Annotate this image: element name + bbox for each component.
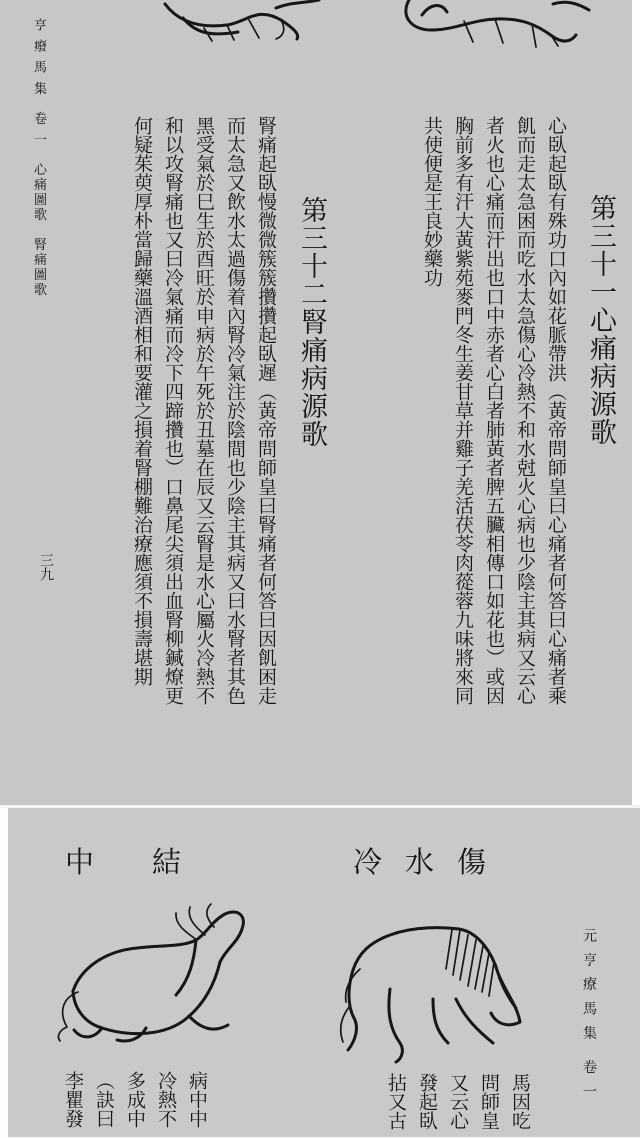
bottom-fragment-6: 病中中 [186, 1071, 208, 1128]
bottom-fragment-1: 馬因吃 [509, 1073, 531, 1130]
section-32-line-2: 而太急又飲水太過傷着內腎冷氣注於陰間也少陰主其病又曰水腎者其色 [224, 116, 246, 705]
section-31-line-3: 者火也心痛而汗出也口中赤者心白者肺黃者脾五臟相傳口如花也）或因 [483, 116, 505, 705]
bottom-fragment-10: 李瞿發 [62, 1071, 84, 1128]
bottom-fragment-8: 多成中 [124, 1071, 146, 1128]
section-31-line-4: 胸前多有汗大黃紫苑麥門冬生姜甘草并雞子羌活茯苓肉蓯蓉九味將來同 [452, 116, 474, 705]
section-31-line-5: 共使便是王良妙藥功 [421, 116, 443, 287]
section-32-line-4: 和以攻腎痛也又曰冷氣痛而冷下四蹄攢也）口鼻尾尖須出血腎柳鍼燎更 [162, 116, 184, 705]
bottom-scanned-page [8, 808, 640, 1137]
bottom-fragment-9: （訣曰 [93, 1071, 115, 1128]
section-31-line-1: 心臥起臥有殊功口內如花脈帶洪（黃帝問師皇曰心痛者何答曰心痛者乘 [545, 116, 567, 705]
section-31-title: 第三十一心痛病源歌 [585, 194, 616, 446]
bottom-fragment-4: 發起臥 [416, 1073, 438, 1130]
section-32-title: 第三十二腎痛病源歌 [296, 196, 327, 448]
bottom-fragment-7: 冷熱不 [155, 1071, 177, 1128]
section-32-line-1: 腎痛起臥慢微微簇簇攢攢起臥遲（黃帝問師皇曰腎痛者何答曰因飢困走 [255, 116, 277, 705]
top-page-number: 三九 [38, 553, 54, 581]
horse-illustration-top-right-fragment [400, 0, 590, 48]
section-32-line-5: 何疑茱萸厚朴當歸藥溫酒相和要灌之損着腎棚難治療應須不損壽堪期 [131, 116, 153, 686]
bottom-fragment-5: 拈又古 [385, 1073, 407, 1130]
horse-illustration-top-left-fragment [147, 0, 327, 42]
horse-illustration-cold-water [332, 917, 522, 1067]
section-32-line-3: 黑受氣於巳生於酉旺於申病於午死於丑墓在辰又云腎是水心屬火冷熱不 [193, 116, 215, 705]
caption-middle-knot: 中結 [65, 845, 240, 879]
caption-cold-water-injury: 冷水傷 [353, 845, 510, 879]
bottom-running-header: 元 亨 療 馬 集 卷 一 [581, 928, 597, 1102]
bottom-fragment-2: 問師皇 [478, 1073, 500, 1130]
section-31-line-2: 飢而走太急困而吃水太急傷心冷熱不和水尅火心病也少陰主其病又云心 [514, 116, 536, 705]
horse-illustration-middle-knot [60, 904, 250, 1049]
top-running-header: 亨 癈 馬 集 卷 一 心痛圖歌 腎痛圖歌 [31, 18, 46, 298]
bottom-fragment-3: 又云心 [447, 1073, 469, 1130]
